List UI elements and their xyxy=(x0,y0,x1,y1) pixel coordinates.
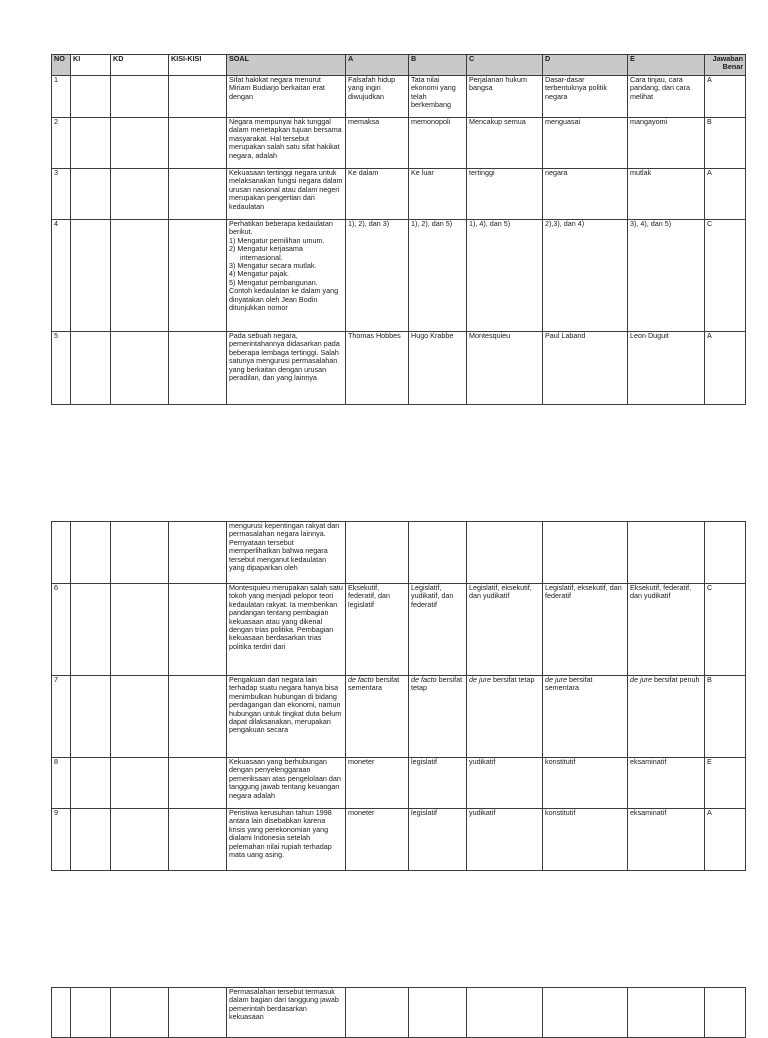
cell-answer: A xyxy=(705,809,746,871)
cell-option-c xyxy=(467,988,543,1038)
cell-kisi xyxy=(169,584,227,676)
header-no: NO xyxy=(52,55,71,76)
cell-soal: Permasalahan tersebut termasuk dalam bagian dari tanggung jawab pemerintah berdasarkan kekuasaan xyxy=(227,988,346,1038)
header-e: E xyxy=(628,55,705,76)
cell-no: 7 xyxy=(52,676,71,758)
header-kd: KD xyxy=(111,55,169,76)
cell-option-c xyxy=(467,676,543,758)
cell-no: 4 xyxy=(52,220,71,332)
cell-option-a xyxy=(346,988,409,1038)
cell-kd xyxy=(111,169,169,220)
cell-option-c: Mencakup semua xyxy=(467,118,543,169)
cell-ki xyxy=(71,988,111,1038)
table-row xyxy=(52,220,746,332)
cell-answer: C xyxy=(705,584,746,676)
cell-answer: A xyxy=(705,332,746,405)
cell-kd xyxy=(111,76,169,118)
cell-option-d: Legislatif, eksekutif, dan federatif xyxy=(543,584,628,676)
soal-intro: Perhatikan beberapa kedaulatan berikut. xyxy=(229,219,333,237)
cell-no xyxy=(52,522,71,584)
cell-option-c: tertinggi xyxy=(467,169,543,220)
cell-option-a: memaksa xyxy=(346,118,409,169)
exam-table-page-1 xyxy=(51,54,746,405)
option-term: de jure xyxy=(545,675,567,684)
table-row xyxy=(52,76,746,118)
cell-no: 2 xyxy=(52,118,71,169)
cell-kd xyxy=(111,758,169,809)
cell-kisi xyxy=(169,809,227,871)
cell-option-d xyxy=(543,522,628,584)
soal-item: 1) Mengatur pemilihan umum. xyxy=(229,235,325,245)
cell-option-e: Leon Duguit xyxy=(628,332,705,405)
header-jawaban-benar: Jawaban Benar xyxy=(705,55,746,76)
cell-option-b: 1), 2), dan 5) xyxy=(409,220,467,332)
cell-option-c: yudikatif xyxy=(467,809,543,871)
cell-kisi xyxy=(169,522,227,584)
cell-option-b: Tata nilai ekonomi yang telah berkembang xyxy=(409,76,467,118)
cell-option-c: Legislatif, eksekutif, dan yudikatif xyxy=(467,584,543,676)
header-b: B xyxy=(409,55,467,76)
header-d: D xyxy=(543,55,628,76)
option-rest: bersifat tetap xyxy=(411,675,463,693)
option-rest: bersifat sementara xyxy=(545,675,593,693)
cell-no: 5 xyxy=(52,332,71,405)
cell-option-d: menguasai xyxy=(543,118,628,169)
cell-kd xyxy=(111,332,169,405)
cell-kisi xyxy=(169,220,227,332)
cell-option-b: Ke luar xyxy=(409,169,467,220)
header-ki: KI xyxy=(71,55,111,76)
cell-option-c: 1), 4), dan 5) xyxy=(467,220,543,332)
cell-ki xyxy=(71,332,111,405)
cell-no xyxy=(52,988,71,1038)
cell-answer xyxy=(705,988,746,1038)
cell-soal: Pengakuan dari negara lain terhadap suatu negara hanya bisa menimbulkan hubungan di bidang perdagangan dan ekonomi, namun hubungan untuk tingkat duta belum dapat dilaksanakan, merupakan pengakuan secara xyxy=(227,676,346,758)
cell-answer xyxy=(705,522,746,584)
cell-option-a: moneter xyxy=(346,809,409,871)
cell-soal: Kekuasaan yang berhubungan dengan penyelenggaraan pemeriksaan atas pengelolaan dan tanggung jawab tentang keuangan negara adalah xyxy=(227,758,346,809)
cell-no: 3 xyxy=(52,169,71,220)
cell-answer: C xyxy=(705,220,746,332)
cell-option-d: konstitutif xyxy=(543,758,628,809)
cell-kd xyxy=(111,988,169,1038)
table-row-continued xyxy=(52,988,746,1038)
cell-option-a: Falsafah hidup yang ingin diwujudkan xyxy=(346,76,409,118)
cell-option-b: Hugo Krabbe xyxy=(409,332,467,405)
cell-no: 9 xyxy=(52,809,71,871)
table-row-continued xyxy=(52,522,746,584)
cell-soal: mengurusi kepentingan rakyat dan permasalahan negara lainnya. Pernyataan tersebut memperlihatkan bahwa negara tersebut menganut kedaulatan yang dipaparkan oleh xyxy=(227,522,346,584)
soal-item: 4) Mengatur pajak. xyxy=(229,269,289,279)
cell-option-d xyxy=(543,988,628,1038)
cell-no: 1 xyxy=(52,76,71,118)
cell-kisi xyxy=(169,676,227,758)
cell-answer: E xyxy=(705,758,746,809)
table-row xyxy=(52,676,746,758)
cell-kisi xyxy=(169,988,227,1038)
cell-option-a: Eksekutif, federatif, dan legislatif xyxy=(346,584,409,676)
soal-item: 2) Mengatur kerjasama internasional. xyxy=(229,244,303,262)
option-rest: bersifat penuh xyxy=(651,675,700,684)
cell-option-a xyxy=(346,522,409,584)
cell-option-e xyxy=(628,522,705,584)
cell-option-c: Montesquieu xyxy=(467,332,543,405)
cell-kd xyxy=(111,522,169,584)
cell-ki xyxy=(71,584,111,676)
cell-option-c: yudikatif xyxy=(467,758,543,809)
cell-option-e: eksaminatif xyxy=(628,758,705,809)
table-row xyxy=(52,809,746,871)
cell-option-e: eksaminatif xyxy=(628,809,705,871)
table-row xyxy=(52,118,746,169)
table-row xyxy=(52,332,746,405)
cell-kisi xyxy=(169,332,227,405)
soal-outro: Contoh kedaulatan ke dalam yang dinyatakan oleh Jean Bodin ditunjukkan nomor xyxy=(229,286,339,313)
cell-ki xyxy=(71,220,111,332)
cell-kd xyxy=(111,220,169,332)
cell-option-b xyxy=(409,522,467,584)
cell-ki xyxy=(71,676,111,758)
cell-option-b xyxy=(409,988,467,1038)
cell-ki xyxy=(71,809,111,871)
exam-table-page-3 xyxy=(51,987,746,1038)
cell-soal xyxy=(227,220,346,332)
cell-soal: Sifat hakikat negara menurut Miriam Budiarjo berkaitan erat dengan xyxy=(227,76,346,118)
cell-option-a: moneter xyxy=(346,758,409,809)
cell-kd xyxy=(111,584,169,676)
cell-option-e: Eksekutif, federatif, dan yudikatif xyxy=(628,584,705,676)
header-a: A xyxy=(346,55,409,76)
cell-option-d: 2),3), dan 4) xyxy=(543,220,628,332)
cell-option-d xyxy=(543,676,628,758)
option-term: de jure xyxy=(630,675,652,684)
cell-ki xyxy=(71,758,111,809)
exam-table-page-2 xyxy=(51,521,746,871)
cell-answer: A xyxy=(705,76,746,118)
header-soal: SOAL xyxy=(227,55,346,76)
cell-ki xyxy=(71,169,111,220)
cell-option-e: Cara tinjau, cara pandang, dan cara melihat xyxy=(628,76,705,118)
cell-no: 8 xyxy=(52,758,71,809)
soal-item: 5) Mengatur pembangunan. xyxy=(229,277,318,287)
cell-no: 6 xyxy=(52,584,71,676)
table-row xyxy=(52,584,746,676)
cell-option-b xyxy=(409,676,467,758)
cell-option-a: Ke dalam xyxy=(346,169,409,220)
cell-answer: B xyxy=(705,676,746,758)
table-row xyxy=(52,169,746,220)
cell-ki xyxy=(71,76,111,118)
cell-option-d: Dasar-dasar terbentuknya politik negara xyxy=(543,76,628,118)
option-term: de facto xyxy=(348,675,374,684)
cell-option-e: mutlak xyxy=(628,169,705,220)
cell-ki xyxy=(71,118,111,169)
cell-ki xyxy=(71,522,111,584)
cell-option-d: negara xyxy=(543,169,628,220)
cell-soal: Kekuasaan tertinggi negara untuk melaksanakan fungsi negara dalam urusan nasional atau dalam negeri merupakan pengertian dari kedaulatan xyxy=(227,169,346,220)
cell-soal: Montesquieu merupakan salah satu tokoh yang menjadi pelopor teori kedaulatan rakyat. Ia memberikan pandangan tentang pembagian kekuasaan atau yang dikenal dengan trias politika. Pembagian kekuasaan berdasarkan trias politika terdiri dari xyxy=(227,584,346,676)
header-c: C xyxy=(467,55,543,76)
cell-soal: Pada sebuah negara, pemerintahannya didasarkan pada beberapa lembaga tertinggi. Salah satunya mengurusi permasalahan yang berkaitan dengan urusan peradilan, dan yang lainnya xyxy=(227,332,346,405)
cell-answer: A xyxy=(705,169,746,220)
cell-kd xyxy=(111,676,169,758)
table-row xyxy=(52,758,746,809)
cell-option-b: legislatif xyxy=(409,809,467,871)
cell-answer: B xyxy=(705,118,746,169)
option-term: de jure xyxy=(469,675,491,684)
header-kisi-kisi: KISI-KISI xyxy=(169,55,227,76)
cell-soal: Peristiwa kerusuhan tahun 1998 antara lain disebabkan karena krisis yang perekonomian yang dialami Indonesia setelah pelemahan nilai rupiah terhadap mata uang asing. xyxy=(227,809,346,871)
cell-soal: Negara mempunyai hak tunggal dalam menetapkan tujuan bersama masyarakat. Hal tersebut merupakan salah satu sifat hakikat negara, adalah xyxy=(227,118,346,169)
cell-kd xyxy=(111,809,169,871)
cell-option-b: memonopoli xyxy=(409,118,467,169)
cell-option-d: konstitutif xyxy=(543,809,628,871)
table-header-row xyxy=(52,55,746,76)
cell-option-c: Perjalanan hukum bangsa xyxy=(467,76,543,118)
option-term: de facto xyxy=(411,675,437,684)
cell-kd xyxy=(111,118,169,169)
cell-kisi xyxy=(169,169,227,220)
cell-option-a: 1), 2), dan 3) xyxy=(346,220,409,332)
cell-option-b: Legislatif, yudikatif, dan federatif xyxy=(409,584,467,676)
cell-option-d: Paul Laband xyxy=(543,332,628,405)
cell-option-e: 3), 4), dan 5) xyxy=(628,220,705,332)
cell-option-e: mangayomi xyxy=(628,118,705,169)
cell-kisi xyxy=(169,758,227,809)
cell-option-b: legislatif xyxy=(409,758,467,809)
cell-option-e xyxy=(628,676,705,758)
cell-option-a xyxy=(346,676,409,758)
cell-kisi xyxy=(169,118,227,169)
cell-option-a: Thomas Hobbes xyxy=(346,332,409,405)
cell-option-c xyxy=(467,522,543,584)
option-rest: bersifat tetap xyxy=(490,675,535,684)
option-rest: bersifat sementara xyxy=(348,675,400,693)
cell-kisi xyxy=(169,76,227,118)
cell-option-e xyxy=(628,988,705,1038)
soal-item: 3) Mengatur secara mutlak. xyxy=(229,261,317,271)
